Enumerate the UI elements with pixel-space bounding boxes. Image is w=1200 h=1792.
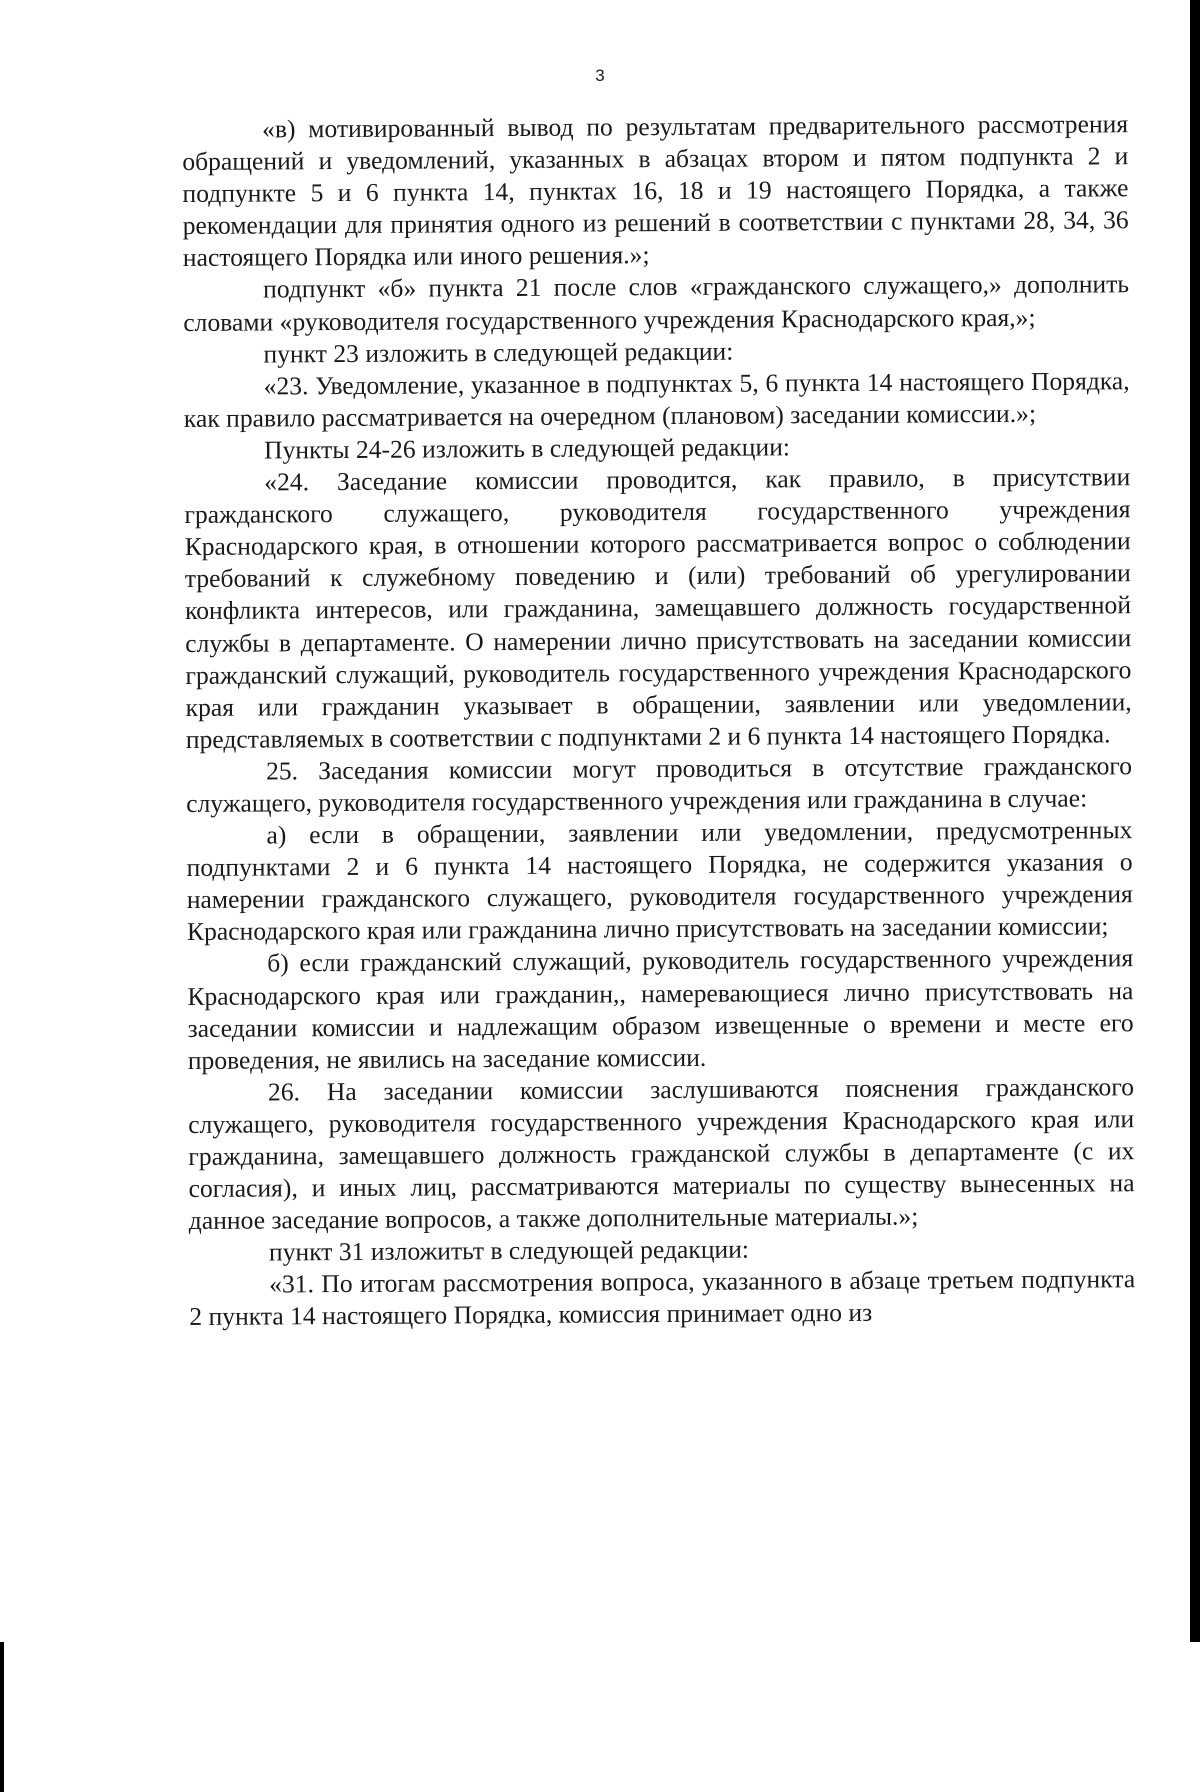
paragraph-amend-21: подпункт «б» пункта 21 после слов «гражданского служащего,» дополнить словами «руководителя государственного учреждения Краснодарского края,»; xyxy=(183,269,1130,337)
paragraph-clause-31: «31. По итогам рассмотрения вопроса, указанного в абзаце третьем подпункта 2 пункта 14 настоящего Порядка, комиссия принимает одно из xyxy=(189,1264,1136,1332)
document-body xyxy=(182,108,1135,1333)
paragraph-amend-24-26-intro: Пункты 24-26 изложить в следующей редакции: xyxy=(263,432,791,465)
paragraph-subclause-v: «в) мотивированный вывод по результатам предварительного рассмотрения обращений и уведомлений, указанных в абзацах втором и пятом подпункта 2 и подпункте 5 и 6 пункта 14, пунктах 16, 18 и 19 настоящего Порядка, а также рекомендации для принятия одного из решений в соответствии с пунктами 28, 34, 36 настоящего Порядка или иного решения.»; xyxy=(182,109,1129,273)
paragraph-clause-25-b: б) если гражданский служащий, руководитель государственного учреждения Краснодарского края или гражданин,, намеревающиеся лично присутствовать на заседании комиссии и надлежащим образом извещенные о времени и месте его проведения, не явились на заседание комиссии. xyxy=(187,943,1134,1075)
paragraph-clause-26: 26. На заседании комиссии заслушиваются пояснения гражданского служащего, руководителя государственного учреждения Краснодарского края или гражданина, замещавшего должность гражданской службы в департаменте (с их согласия), и иных лиц, рассматриваются материалы по существу вынесенных на данное заседание вопросов, а также дополнительные материалы.»; xyxy=(188,1072,1135,1236)
paragraph-clause-25: 25. Заседания комиссии могут проводиться в отсутствие гражданского служащего, руководителя государственного учреждения или гражданина в случае: xyxy=(186,751,1133,818)
paragraph-amend-31-intro: пункт 31 изложитьт в следующей редакции: xyxy=(268,1234,750,1267)
paragraph-amend-23-intro: пункт 23 изложить в следующей редакции: xyxy=(263,336,734,369)
paragraph-clause-24: «24. Заседание комиссии проводится, как правило, в присутствии гражданского служащего, руководителя государственного учреждения Краснодарского края, в отношении которого рассматривается вопрос о соблюдении требований к служебному поведению и (или) требований об урегулировании конфликта интересов, или гражданина, замещавшего должность государственной службы в департаменте. О намерении лично присутствовать на заседании комиссии гражданский служащий, руководитель государственного учреждения Краснодарского края или гражданин указывает в обращении, заявлении или уведомлении, представляемых в соответствии с подпунктами 2 и 6 пункта 14 настоящего Порядка. xyxy=(184,462,1132,754)
paragraph-clause-23: «23. Уведомление, указанное в подпунктах 5, 6 пункта 14 настоящего Порядка, как правило рассматривается на очередном (плановом) заседании комиссии.»; xyxy=(183,365,1130,433)
scan-edge-right xyxy=(1190,0,1200,1642)
page-number: 3 xyxy=(595,66,605,85)
scan-edge-left xyxy=(0,1642,4,1792)
paragraph-clause-25-a: а) если в обращении, заявлении или уведомлении, предусмотренных подпунктами 2 и 6 пункта 14 настоящего Порядка, не содержится указания о намерении гражданского служащего, руководителя государственного учреждения Краснодарского края или гражданина лично присутствовать на заседании комиссии; xyxy=(186,815,1133,947)
